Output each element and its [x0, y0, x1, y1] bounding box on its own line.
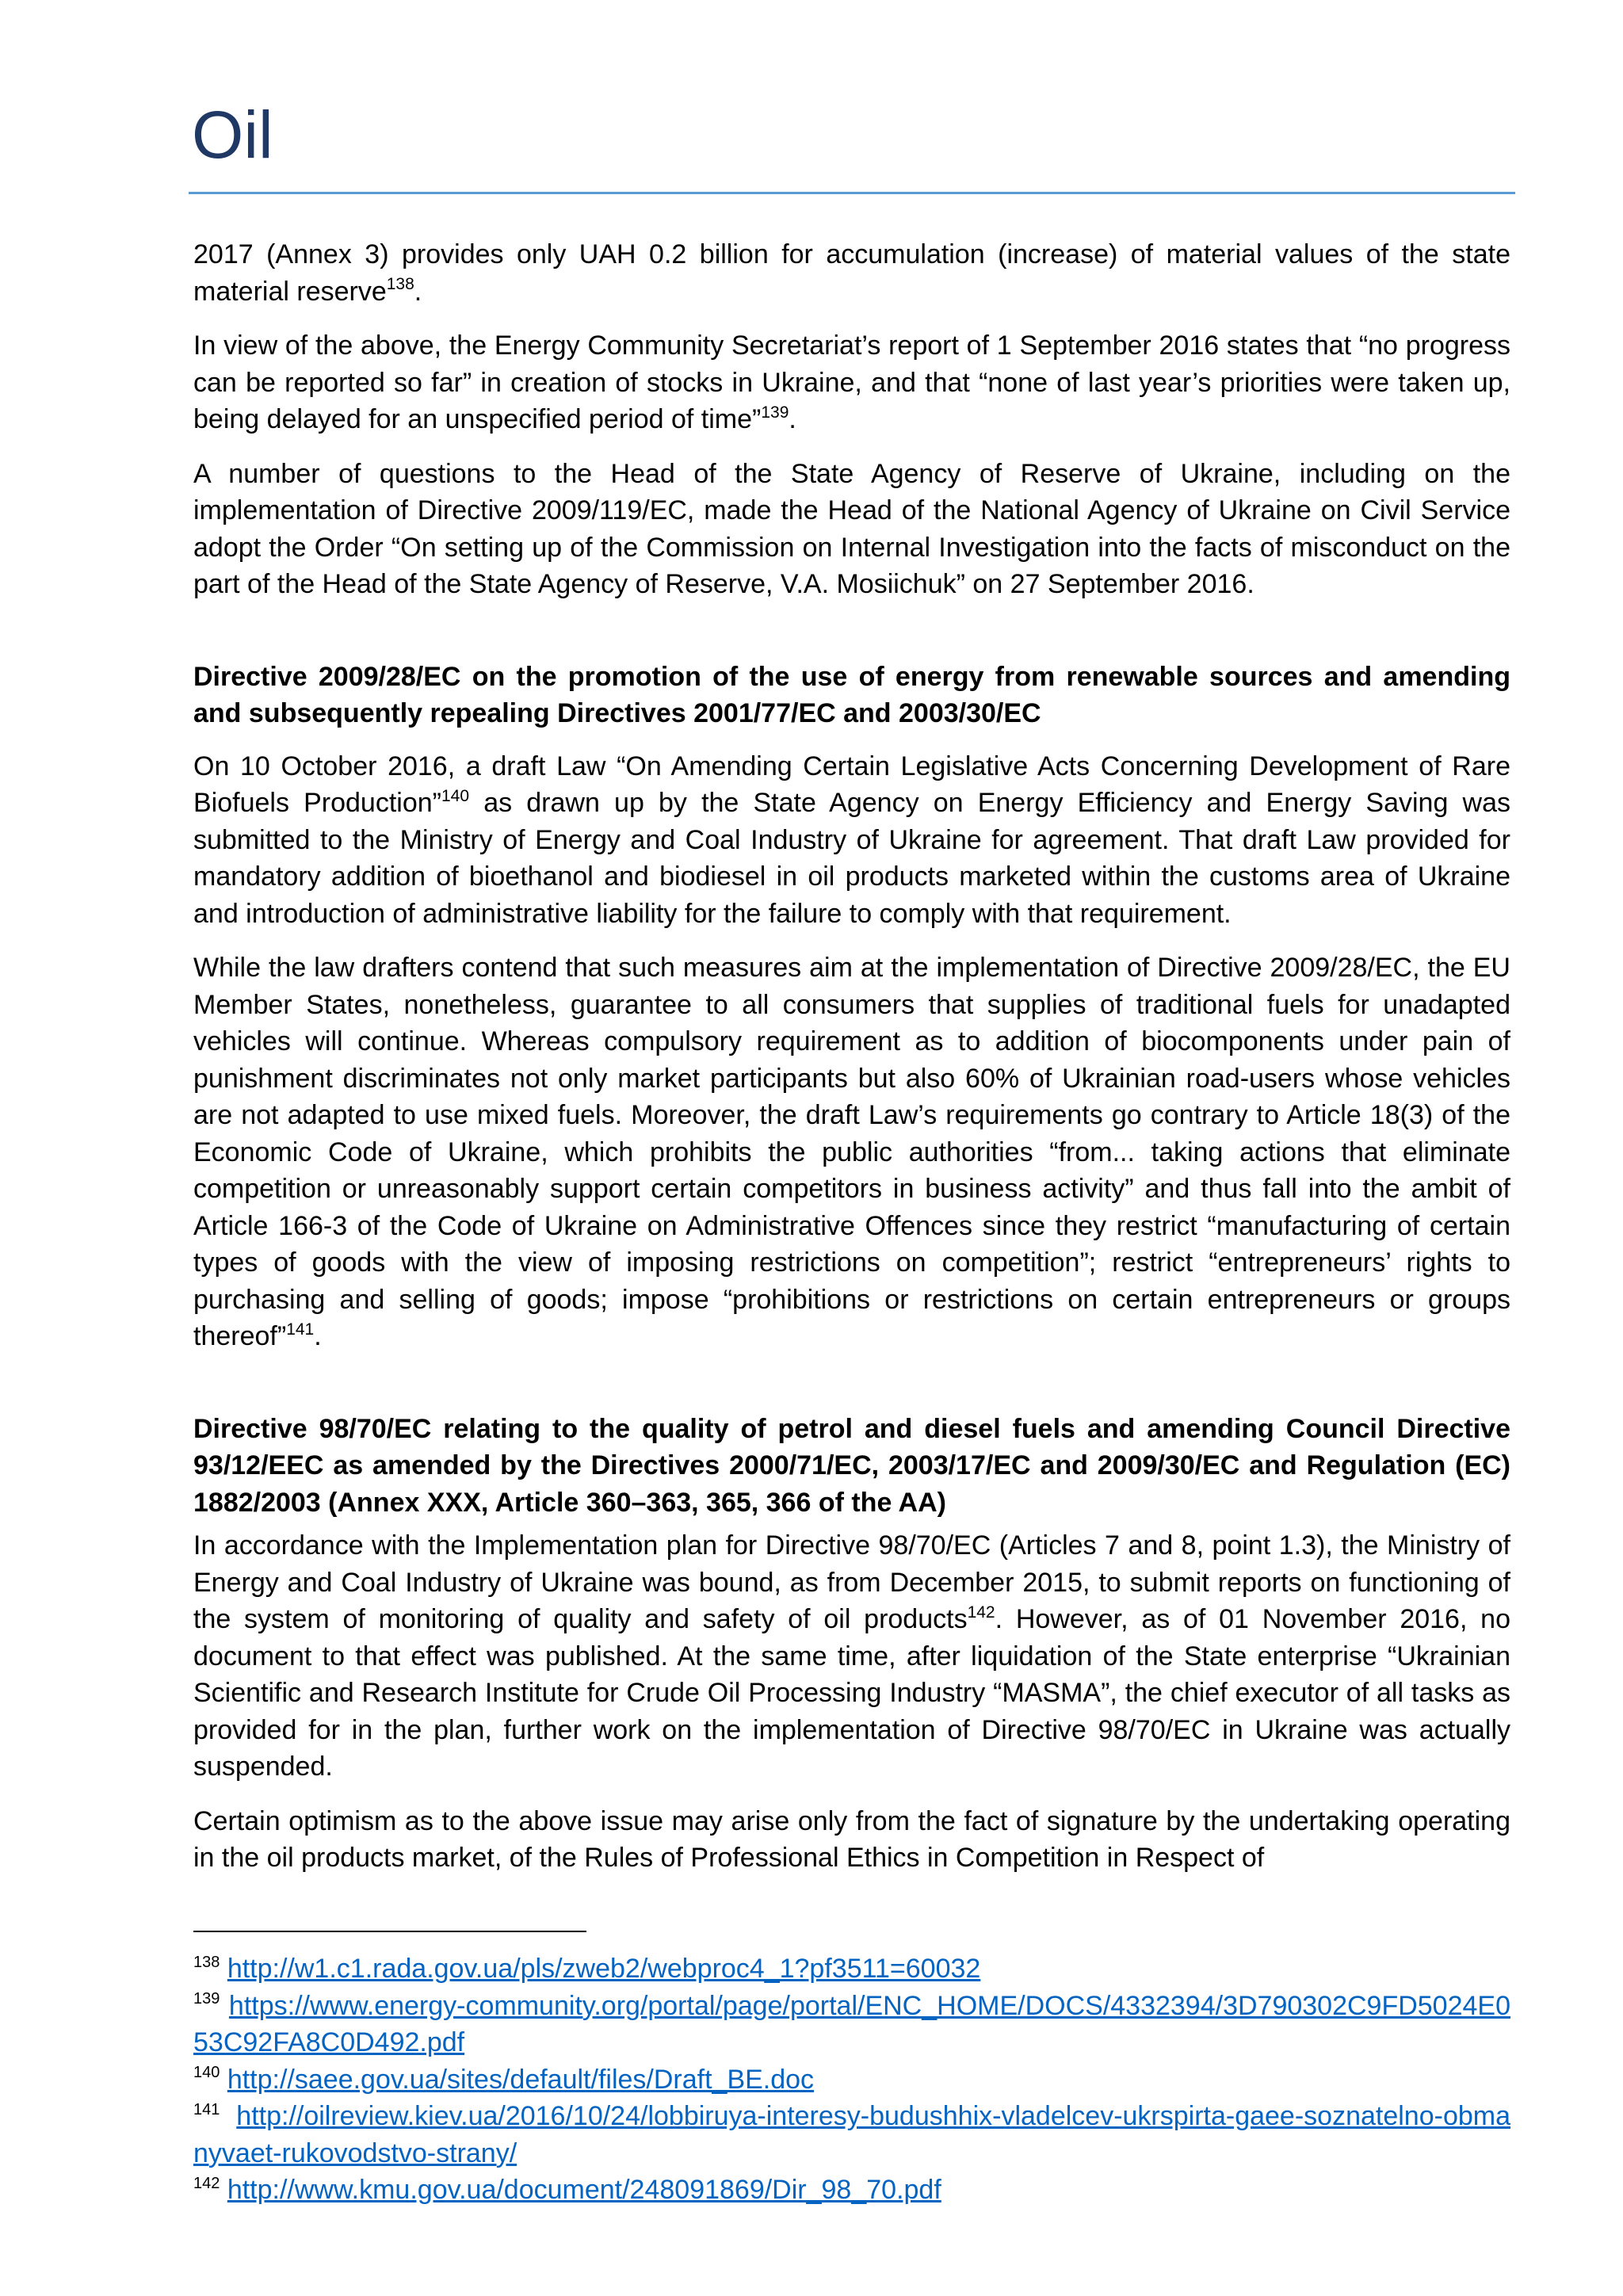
footnote: $^{140}$ http://saee.gov.ua/sites/default/files/Draft_BE.doc	[193, 2064, 815, 2095]
footnote-ref[interactable]: 138	[386, 275, 414, 294]
footnote-ref[interactable]: 140	[441, 786, 470, 805]
paragraph: In accordance with the Implementation plan for Directive 98/70/EC (Articles 7 and 8, point 1.3), the Ministry of Energy and Coal Industry of Ukraine was bound, as from December 2015, to submit reports on functioning of the system of monitoring of quality and safety of oil products$^{142}$. However, as of 01 November 2016, no document to that effect was published. At the same time, after liquidation of the State enterprise “Ukrainian Scientific and Research Institute for Crude Oil Processing Industry “MASMA”, the chief executor of all tasks as provided for in the plan, further work on the implementation of Directive 98/70/EC in Ukraine was actually suspended.	[193, 1530, 1510, 1782]
page-body	[193, 236, 1510, 1894]
page-header-title: Oil	[192, 97, 273, 172]
paragraph: In view of the above, the Energy Community Secretariat’s report of 1 September 2016 states that “no progress can be reported so far” in creation of stocks in Ukraine, and that “none of last year’s priorities were taken up, being delayed for an unspecified period of time”$^{139}$.	[193, 330, 1510, 434]
footnote-link[interactable]: http://www.kmu.gov.ua/document/248091869/Dir_98_70.pdf	[227, 2175, 941, 2205]
header-divider	[189, 192, 1515, 194]
footnotes	[193, 1950, 1510, 2209]
footnote-link[interactable]: https://www.energy-community.org/portal/page/portal/ENC_HOME/DOCS/4332394/3D790302C9FD5024E053C92FA8C0D492.pdf	[193, 1990, 1510, 2057]
footnote-link[interactable]: http://oilreview.kiev.ua/2016/10/24/lobbiruya-interesy-budushhix-vladelcev-ukrspirta-gaee-soznatelno-obmanyvaet-rukovodstvo-strany/	[193, 2101, 1510, 2168]
footnote-link[interactable]: http://w1.c1.rada.gov.ua/pls/zweb2/webproc4_1?pf3511=60032	[227, 1954, 981, 1984]
footnote: $^{142}$ http://www.kmu.gov.ua/document/248091869/Dir_98_70.pdf	[193, 2174, 941, 2205]
section-heading: Directive 98/70/EC relating to the quality of petrol and diesel fuels and amending Council Directive 93/12/EEC as amended by the Directives 2000/71/EC, 2003/17/EC and 2009/30/EC and Regulation (EC) 1882/2003 (Annex XXX, Article 360–363, 365, 366 of the AA)	[193, 1413, 1510, 1518]
footnote-link[interactable]: http://saee.gov.ua/sites/default/files/Draft_BE.doc	[227, 2064, 815, 2095]
footnote-separator	[193, 1931, 586, 1932]
footnote: $^{141}$ http://oilreview.kiev.ua/2016/10/24/lobbiruya-interesy-budushhix-vladelcev-ukrspirta-gaee-soznatelno-obmanyvaet-rukovodstvo-strany/	[193, 2100, 1510, 2168]
paragraph: While the law drafters contend that such measures aim at the implementation of Directive 2009/28/EC, the EU Member States, nonetheless, guarantee to all consumers that supplies of traditional fuels for unadapted vehicles will continue. Whereas compulsory requirement as to addition of biocomponents under pain of punishment discriminates not only market participants but also 60% of Ukrainian road-users whose vehicles are not adapted to use mixed fuels. Moreover, the draft Law’s requirements go contrary to Article 18(3) of the Economic Code of Ukraine, which prohibits the public authorities “from... taking actions that eliminate competition or unreasonably support certain competitors in business activity” and thus fall into the ambit of Article 166-3 of the Code of Ukraine on Administrative Offences since they restrict “manufacturing of certain types of goods with the view of imposing restrictions on competition”; restrict “entrepreneurs’ rights to purchasing and selling of goods; impose “prohibitions or restrictions on certain entrepreneurs or groups thereof”$^{141}$.	[193, 953, 1510, 1351]
footnote: $^{138}$ http://w1.c1.rada.gov.ua/pls/zweb2/webproc4_1?pf3511=60032	[193, 1953, 981, 1984]
footnote-ref[interactable]: 142	[967, 1603, 995, 1622]
footnote-ref[interactable]: 141	[286, 1320, 315, 1339]
paragraph: On 10 October 2016, a draft Law “On Amending Certain Legislative Acts Concerning Development of Rare Biofuels Production”$^{140}$ as drawn up by the State Agency on Energy Efficiency and Energy Saving was submitted to the Ministry of Energy and Coal Industry of Ukraine for agreement. That draft Law provided for mandatory addition of bioethanol and biodiesel in oil products marketed within the customs area of Ukraine and introduction of administrative liability for the failure to comply with that requirement.	[193, 751, 1510, 929]
footnote-ref[interactable]: 139	[761, 403, 789, 422]
footnote: $^{139}$ https://www.energy-community.org/portal/page/portal/ENC_HOME/DOCS/4332394/3D790302C9FD5024E053C92FA8C0D492.pdf	[193, 1990, 1510, 2057]
paragraph: 2017 (Annex 3) provides only UAH 0.2 billion for accumulation (increase) of material values of the state material reserve$^{138}$.	[193, 239, 1510, 307]
section-heading: Directive 2009/28/EC on the promotion of the use of energy from renewable sources and amending and subsequently repealing Directives 2001/77/EC and 2003/30/EC	[193, 661, 1510, 728]
paragraph: A number of questions to the Head of the State Agency of Reserve of Ukraine, including on the implementation of Directive 2009/119/EC, made the Head of the National Agency of Ukraine on Civil Service adopt the Order “On setting up of the Commission on Internal Investigation into the facts of misconduct on the part of the Head of the State Agency of Reserve, V.A. Mosiichuk” on 27 September 2016.	[193, 458, 1510, 599]
paragraph: Certain optimism as to the above issue may arise only from the fact of signature by the undertaking operating in the oil products market, of the Rules of Professional Ethics in Competition in Respect of	[193, 1805, 1510, 1873]
